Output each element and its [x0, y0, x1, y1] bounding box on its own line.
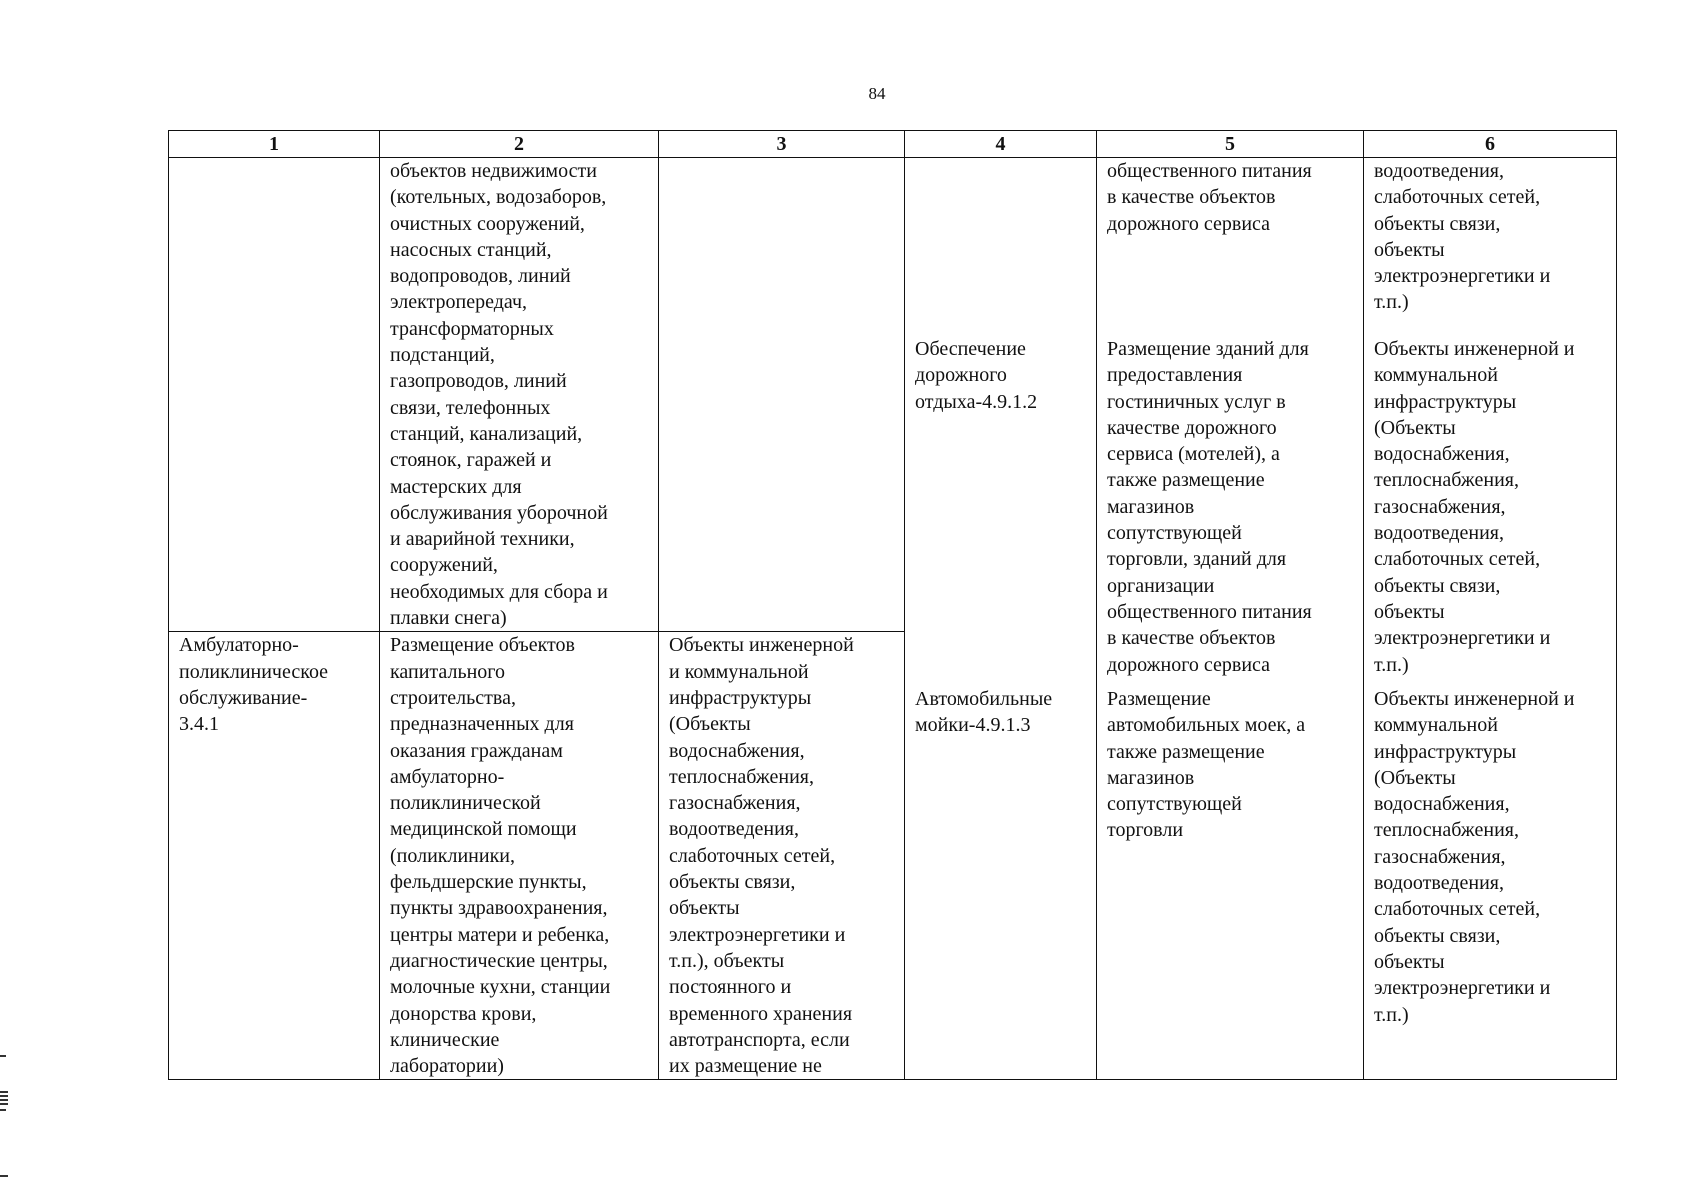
col-6-entry-1: водоотведения, слаботочных сетей, объекты связи, объекты электроэнергетики и т.п.) [1374, 160, 1551, 314]
row-b-col-1-text: Амбулаторно- поликлиническое обслуживание- 3.4.1 [179, 634, 329, 736]
scan-mark [0, 1099, 8, 1101]
scan-mark [0, 1091, 8, 1093]
scan-mark [0, 1103, 8, 1105]
header-col-3: 3 [659, 131, 905, 158]
col-6-entry-3: Объекты инженерной и коммунальной инфраструктуры (Объекты водоснабжения, теплоснабжения, газоснабжения, водоотведения, слаботочных сетей, объекты связи, объекты электроэнергетики и т.п.) [1374, 688, 1575, 1026]
scan-mark [0, 1109, 6, 1111]
page-number: 84 [868, 84, 886, 103]
col-5-entry-1: общественного питания в качестве объектов дорожного сервиса [1107, 160, 1312, 235]
header-col-5: 5 [1097, 131, 1364, 158]
col-6-merged-cell [1364, 158, 1617, 1080]
row-b-col-1 [169, 632, 380, 1080]
col-5-entry-2: Размещение зданий для предоставления гостиничных услуг в качестве дорожного сервиса (мотелей), а также размещение магазинов сопутствующей торговли, зданий для организации общественного питания в качестве объектов дорожного сервиса [1107, 338, 1312, 676]
row-b-col-2 [380, 632, 659, 1080]
row-a-col-2-text: объектов недвижимости (котельных, водозаборов, очистных сооружений, насосных станций, водопроводов, линий электропередач, трансформаторных подстанций, газопроводов, линий связи, телефонных станций, канализаций, стоянок, гаражей и мастерских для обслуживания уборочной и аварийной техники, сооружений, необходимых для сбора и плавки снега) [390, 160, 608, 630]
scan-mark [0, 1175, 8, 1177]
row-a-col-1 [169, 158, 380, 632]
col-5-merged-cell [1097, 158, 1364, 1080]
row-b-col-3-text: Объекты инженерной и коммунальной инфраструктуры (Объекты водоснабжения, теплоснабжения, газоснабжения, водоотведения, слаботочных сетей, объекты связи, объекты электроэнергетики и т.п.), объекты постоянного и временного хранения автотранспорта, если их размещение не [669, 634, 854, 1078]
col-4-entry-2: Обеспечение дорожного отдыха-4.9.1.2 [915, 338, 1038, 413]
table-row [169, 158, 1617, 632]
header-row [169, 131, 1617, 158]
land-use-table [168, 130, 1617, 1080]
col-4-entry-3: Автомобильные мойки-4.9.1.3 [915, 688, 1053, 737]
scan-margin-marks [0, 1055, 10, 1185]
col-5-entry-3: Размещение автомобильных моек, а также размещение магазинов сопутствующей торговли [1107, 688, 1306, 842]
col-6-entry-2: Объекты инженерной и коммунальной инфраструктуры (Объекты водоснабжения, теплоснабжения, газоснабжения, водоотведения, слаботочных сетей, объекты связи, объекты электроэнергетики и т.п.) [1374, 338, 1575, 676]
col-4-merged-cell [905, 158, 1097, 1080]
row-b-col-3 [659, 632, 905, 1080]
row-a-col-2 [380, 158, 659, 632]
header-col-2: 2 [380, 131, 659, 158]
scan-mark [0, 1055, 6, 1057]
row-a-col-3 [659, 158, 905, 632]
header-col-4: 4 [905, 131, 1097, 158]
row-b-col-2-text: Размещение объектов капитального строительства, предназначенных для оказания гражданам амбулаторно- поликлинической медицинской помощи (поликлиники, фельдшерские пункты, пункты здравоохранения, центры матери и ребенка, диагностические центры, молочные кухни, станции донорства крови, клинические лаборатории) [390, 634, 611, 1078]
scan-mark [0, 1095, 8, 1097]
header-col-6: 6 [1364, 131, 1617, 158]
header-col-1: 1 [169, 131, 380, 158]
